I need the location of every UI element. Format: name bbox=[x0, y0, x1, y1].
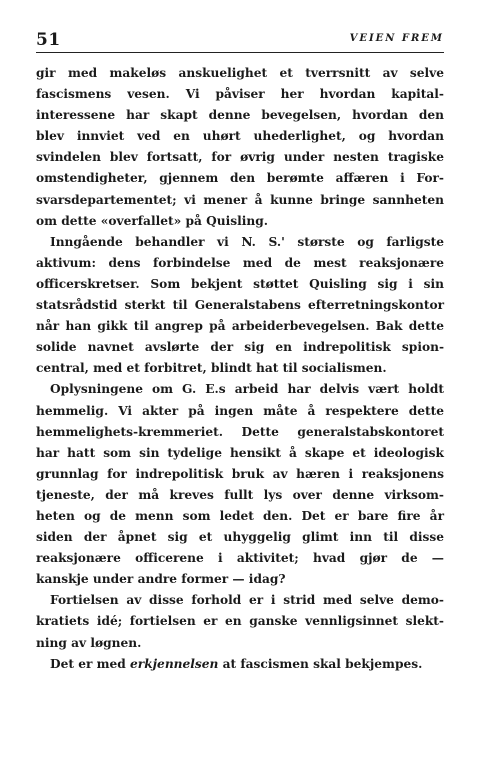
text-line: grunnlag for indrepolitisk bruk av hæren i reaksjonens bbox=[36, 466, 444, 481]
text-line: reaksjonære officerene i aktivitet; hvad gjør de — bbox=[36, 551, 444, 566]
text-line: central, med et forbitret, blindt hat til socialismen. bbox=[36, 361, 387, 376]
text-line: ning av løgnen. bbox=[36, 635, 142, 650]
text-line bbox=[36, 654, 444, 675]
text-line: siden der åpnet sig et uhyggelig glimt inn til disse bbox=[36, 530, 444, 545]
emphasized-word: erkjennelsen bbox=[130, 656, 219, 671]
text-line: aktivum: dens forbindelse med de mest reaksjonære bbox=[36, 255, 444, 270]
text-line: statsrådstid sterkt til Generalstabens efterretningskontor bbox=[36, 298, 444, 313]
text-line: officerskretser. Som bekjent støttet Quisling sig i sin bbox=[36, 276, 444, 291]
text-line: når han gikk til angrep på arbeiderbevegelsen. Bak dette bbox=[36, 319, 444, 334]
text-line: kratiets idé; fortielsen er en ganske vennligsinnet slekt- bbox=[36, 614, 444, 629]
text-segment: at fascismen skal bekjempes. bbox=[218, 656, 423, 671]
text-line: hemmelighets-kremmeriet. Dette generalstabskontoret bbox=[36, 424, 444, 439]
paragraph bbox=[36, 379, 444, 590]
paragraph bbox=[36, 232, 444, 380]
text-line: interessene har skapt denne bevegelsen, hvordan den bbox=[36, 108, 444, 123]
text-line: solide navnet avslørte der sig en indrepolitisk spion- bbox=[36, 340, 444, 355]
text-line: gir med makeløs anskuelighet et tverrsnitt av selve bbox=[36, 66, 444, 80]
text-line: fascismens vesen. Vi påviser her hvordan kapital- bbox=[36, 87, 444, 102]
page-number: 51 bbox=[36, 30, 61, 50]
text-line: tjeneste, der må kreves fullt lys over denne virksom- bbox=[36, 487, 444, 502]
paragraph bbox=[36, 590, 444, 653]
text-line: blev innviet ved en uhørt uhederlighet, og hvordan bbox=[36, 129, 444, 144]
text-line: omstendigheter, gjennem den berømte affæren i For- bbox=[36, 171, 444, 186]
paragraph bbox=[36, 654, 444, 675]
text-line: Oplysningene om G. E.s arbeid har delvis vært holdt bbox=[50, 382, 444, 397]
running-title: VEIEN FREM bbox=[349, 33, 444, 44]
text-line: hemmelig. Vi akter på ingen måte å respektere dette bbox=[36, 403, 444, 418]
text-line: heten og de menn som ledet den. Det er bare fire år bbox=[36, 508, 444, 523]
text-line: kanskje under andre former — idag? bbox=[36, 572, 286, 587]
body-text bbox=[36, 63, 444, 675]
text-line: svarsdepartementet; vi mener å kunne bringe sannheten bbox=[36, 192, 444, 207]
book-page bbox=[36, 30, 444, 675]
text-line: har hatt som sin tydelige hensikt å skape et ideologisk bbox=[36, 445, 444, 460]
text-line: svindelen blev fortsatt, for øvrig under nesten tragiske bbox=[36, 150, 444, 165]
text-line: om dette «overfallet» på Quisling. bbox=[36, 213, 268, 228]
text-line: Inngående behandler vi N. S.' største og farligste bbox=[50, 234, 444, 249]
running-head bbox=[36, 30, 444, 53]
text-segment: Det er med bbox=[50, 656, 131, 671]
text-line: Fortielsen av disse forhold er i strid med selve demo- bbox=[50, 593, 444, 608]
paragraph bbox=[36, 63, 444, 232]
